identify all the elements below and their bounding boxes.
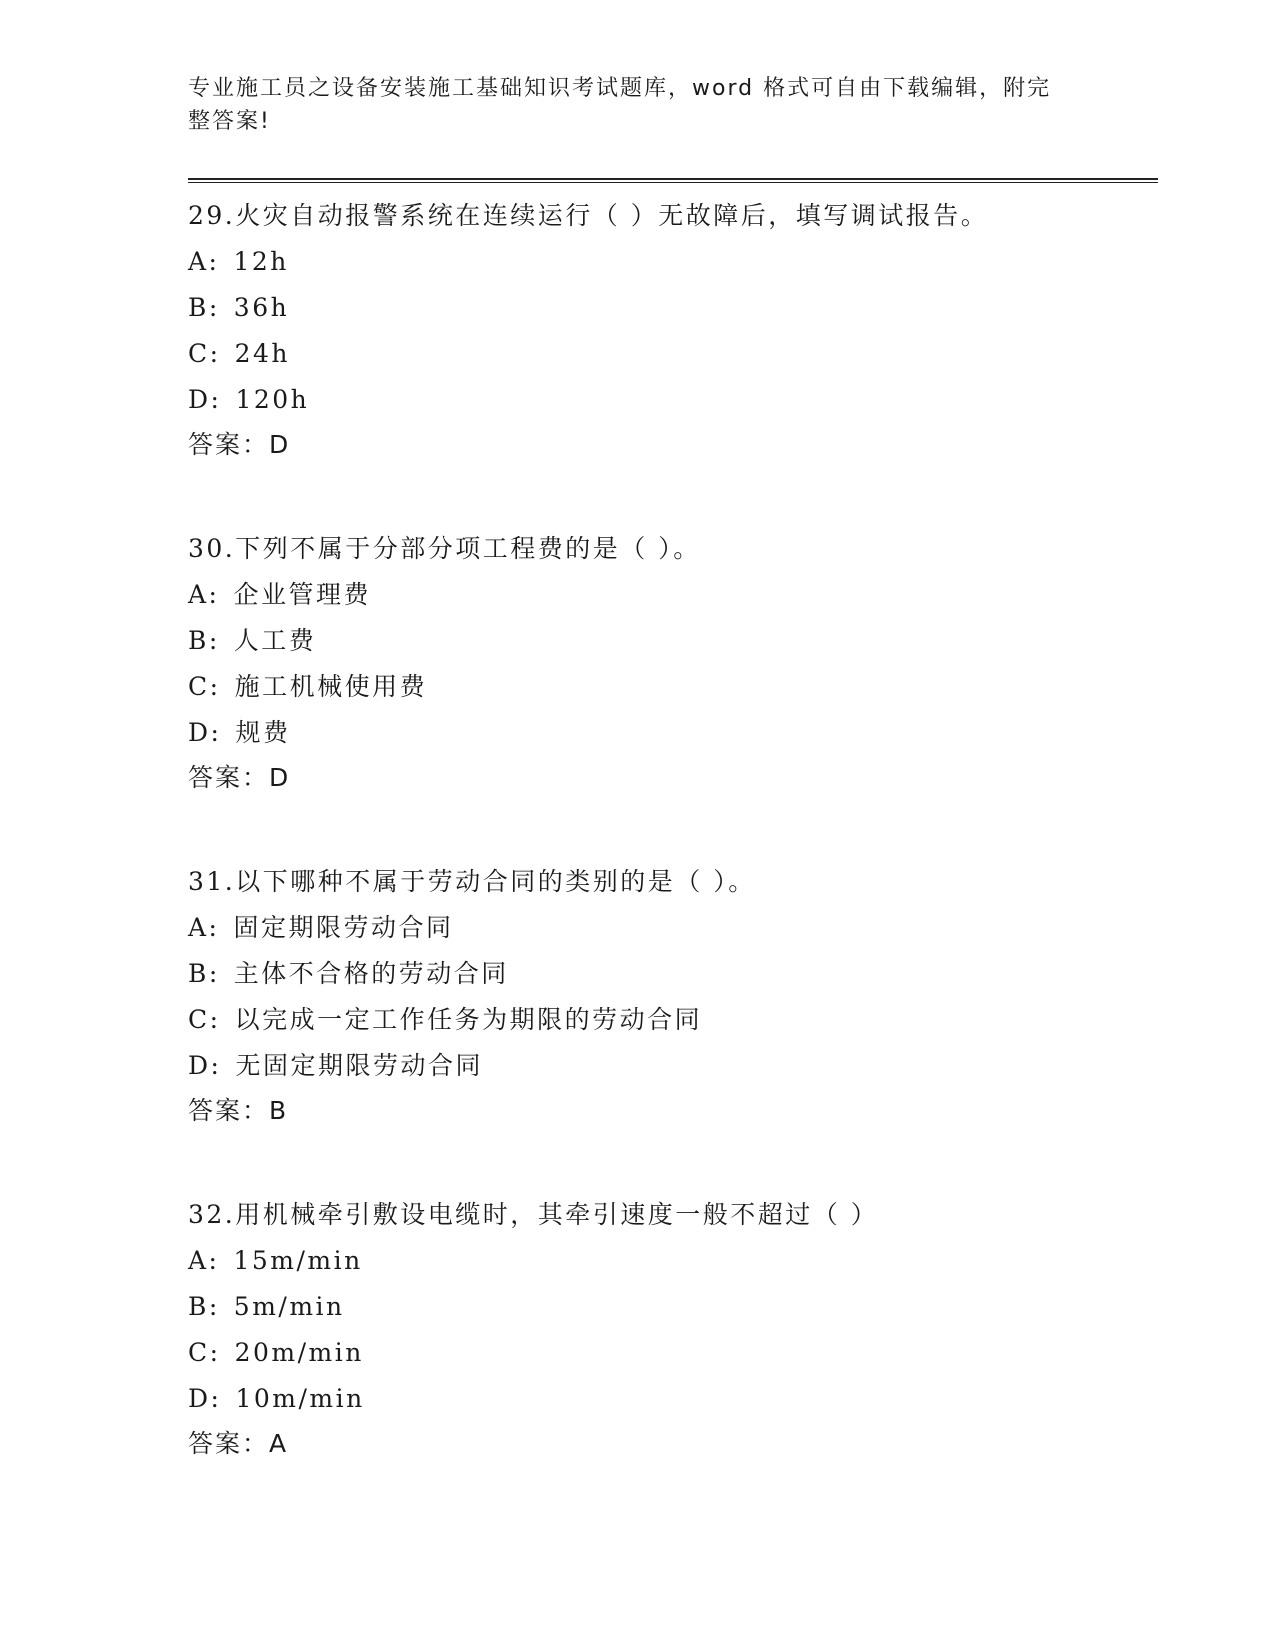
question-stem: 32.用机械牵引敷设电缆时，其牵引速度一般不超过（ ） bbox=[188, 1200, 879, 1229]
option-a bbox=[188, 239, 1158, 285]
option-text: 10m/min bbox=[235, 1384, 365, 1413]
question-31 bbox=[188, 859, 1158, 1133]
option-a bbox=[188, 1238, 1158, 1284]
option-letter: B: bbox=[188, 293, 220, 322]
option-letter: B: bbox=[188, 626, 220, 655]
option-text: 20m/min bbox=[234, 1338, 364, 1367]
option-letter: C: bbox=[188, 1338, 221, 1367]
option-letter: B: bbox=[188, 959, 220, 988]
question-stem: 29.火灾自动报警系统在连续运行（ ）无故障后，填写调试报告。 bbox=[188, 201, 989, 230]
question-stem: 30.下列不属于分部分项工程费的是（ ）。 bbox=[188, 534, 701, 563]
option-text: 24h bbox=[234, 339, 290, 368]
document-header bbox=[188, 72, 1158, 138]
answer-line: 答案：D bbox=[188, 763, 291, 792]
option-c bbox=[188, 664, 1158, 710]
option-letter: D: bbox=[188, 385, 222, 414]
option-text: 以完成一定工作任务为期限的劳动合同 bbox=[234, 1005, 703, 1034]
option-letter: D: bbox=[188, 1051, 222, 1080]
option-letter: A: bbox=[188, 913, 220, 942]
option-b bbox=[188, 951, 1158, 997]
answer-line: 答案：A bbox=[188, 1429, 289, 1458]
question-32 bbox=[188, 1192, 1158, 1466]
option-d bbox=[188, 710, 1158, 756]
option-text: 企业管理费 bbox=[233, 580, 371, 609]
option-a bbox=[188, 572, 1158, 618]
option-text: 无固定期限劳动合同 bbox=[235, 1051, 483, 1080]
question-30 bbox=[188, 526, 1158, 800]
question-list bbox=[188, 193, 1158, 1466]
question-29 bbox=[188, 193, 1158, 467]
question-stem: 31.以下哪种不属于劳动合同的类别的是（ ）。 bbox=[188, 867, 756, 896]
option-letter: D: bbox=[188, 718, 222, 747]
option-d bbox=[188, 1043, 1158, 1089]
option-b bbox=[188, 285, 1158, 331]
option-letter: B: bbox=[188, 1292, 220, 1321]
option-text: 固定期限劳动合同 bbox=[233, 913, 454, 942]
option-letter: C: bbox=[188, 339, 221, 368]
option-letter: A: bbox=[188, 247, 220, 276]
option-d bbox=[188, 1376, 1158, 1422]
header-divider bbox=[188, 178, 1158, 183]
option-b bbox=[188, 618, 1158, 664]
option-text: 主体不合格的劳动合同 bbox=[233, 959, 509, 988]
option-letter: C: bbox=[188, 1005, 221, 1034]
answer-line: 答案：B bbox=[188, 1096, 289, 1125]
option-text: 规费 bbox=[235, 718, 291, 747]
option-c bbox=[188, 997, 1158, 1043]
option-c bbox=[188, 1330, 1158, 1376]
option-text: 36h bbox=[233, 293, 290, 322]
option-text: 15m/min bbox=[233, 1246, 363, 1275]
header-line-2: 整答案! bbox=[188, 109, 271, 134]
option-letter: D: bbox=[188, 1384, 222, 1413]
option-text: 12h bbox=[233, 247, 289, 276]
option-text: 人工费 bbox=[233, 626, 317, 655]
document-page bbox=[188, 72, 1158, 1525]
option-text: 施工机械使用费 bbox=[234, 672, 428, 701]
option-text: 120h bbox=[235, 385, 310, 414]
option-a bbox=[188, 905, 1158, 951]
option-letter: A: bbox=[188, 1246, 220, 1275]
option-letter: A: bbox=[188, 580, 220, 609]
option-letter: C: bbox=[188, 672, 221, 701]
option-text: 5m/min bbox=[233, 1292, 345, 1321]
option-d bbox=[188, 377, 1158, 423]
option-b bbox=[188, 1284, 1158, 1330]
option-c bbox=[188, 331, 1158, 377]
answer-line: 答案：D bbox=[188, 430, 291, 459]
header-line-1: 专业施工员之设备安装施工基础知识考试题库，word 格式可自由下载编辑，附完 bbox=[188, 76, 1052, 101]
